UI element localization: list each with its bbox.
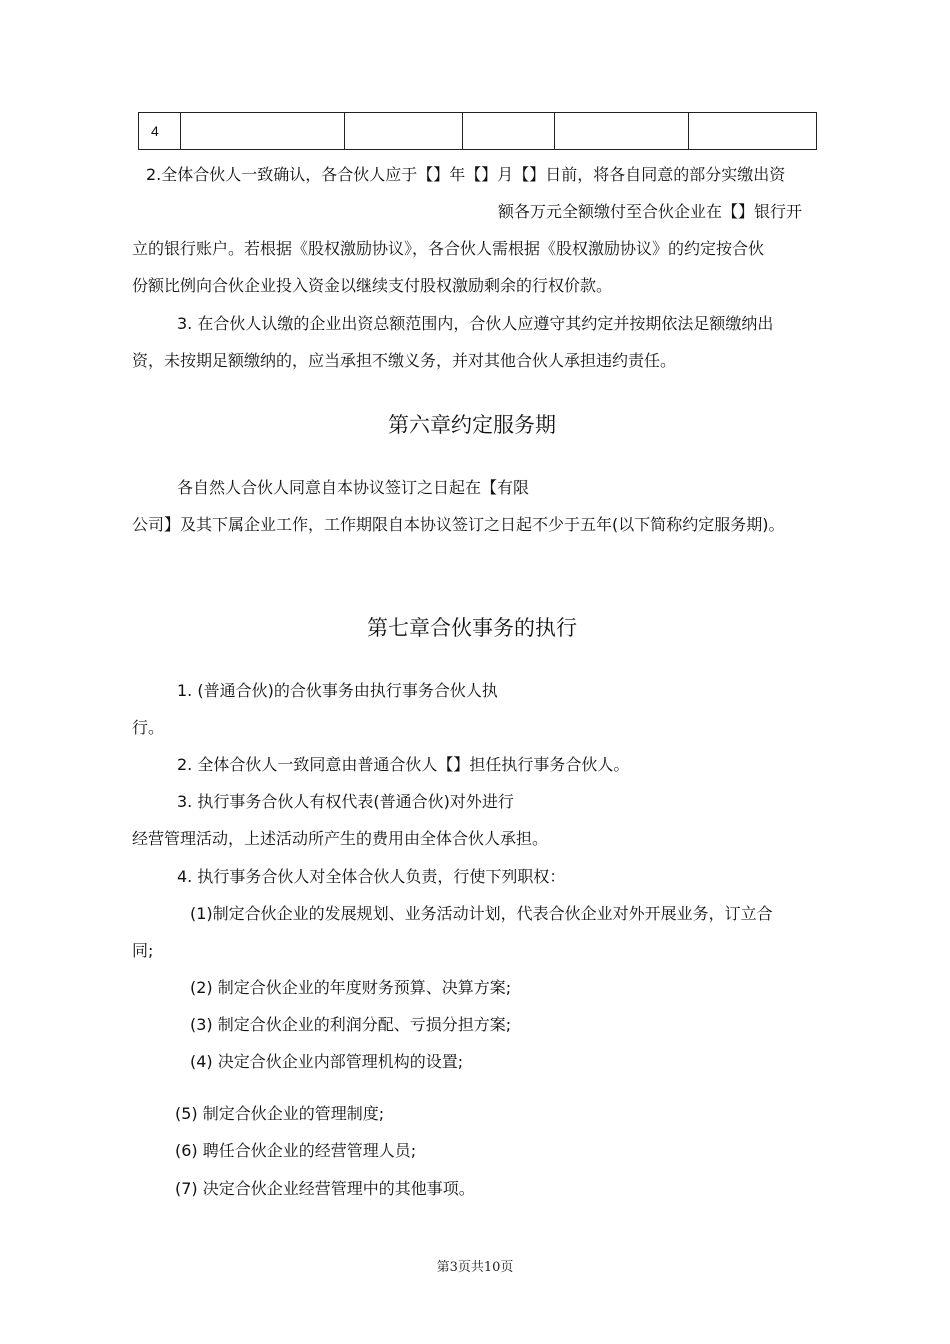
- item-4: 4. 执行事务合伙人对全体合伙人负责，行使下列职权：: [177, 867, 566, 886]
- page-footer: 第3页共10页: [436, 1260, 514, 1275]
- sub-item-7: (7) 决定合伙企业经营管理中的其他事项。: [175, 1179, 475, 1198]
- paragraph-3-line-2: 资，未按期足额缴纳的，应当承担不缴义务，并对其他合伙人承担违约责任。: [132, 351, 677, 370]
- table-cell: [689, 113, 817, 150]
- sub-item-1-line-2: 同;: [132, 941, 154, 960]
- item-2: 2. 全体合伙人一致同意由普通合伙人【】担任执行事务合伙人。: [177, 755, 630, 774]
- table-cell: [345, 113, 463, 150]
- item-3-line-1: 3. 执行事务合伙人有权代表(普通合伙)对外进行: [177, 792, 514, 811]
- sub-item-5: (5) 制定合伙企业的管理制度;: [175, 1104, 385, 1123]
- paragraph-2-line-1: 2.全体合伙人一致确认，各合伙人应于【】年【】月【】日前，将各自同意的部分实缴出资: [146, 165, 786, 184]
- chapter-6-line-1: 各自然人合伙人同意自本协议签订之日起在【有限: [177, 478, 530, 497]
- table-cell: 4: [139, 113, 181, 150]
- paragraph-2-line-2: 额各万元全额缴付至合伙企业在【】银行开: [498, 202, 803, 221]
- sub-item-4: (4) 决定合伙企业内部管理机构的设置;: [190, 1052, 464, 1071]
- table-row: [139, 113, 817, 150]
- paragraph-3-line-1: 3. 在合伙人认缴的企业出资总额范围内，合伙人应遵守其约定并按期依法足额缴纳出: [177, 314, 774, 333]
- chapter-7-title: 第七章合伙事务的执行: [367, 616, 577, 640]
- item-1-line-2: 行。: [132, 718, 165, 737]
- sub-item-1-line-1: (1)制定合伙企业的发展规划、业务活动计划，代表合伙企业对外开展业务，订立合: [190, 904, 773, 923]
- contribution-table: [138, 112, 817, 150]
- sub-item-2: (2) 制定合伙企业的年度财务预算、决算方案;: [190, 978, 512, 997]
- paragraph-2-line-4: 份额比例向合伙企业投入资金以继续支付股权激励剩余的行权价款。: [132, 276, 613, 295]
- table-cell: [555, 113, 689, 150]
- item-1-line-1: 1. (普通合伙)的合伙事务由执行事务合伙人执: [177, 681, 498, 700]
- sub-item-3: (3) 制定合伙企业的利润分配、亏损分担方案;: [190, 1015, 512, 1034]
- chapter-6-title: 第六章约定服务期: [388, 413, 556, 437]
- table-cell: [463, 113, 555, 150]
- table-cell: [181, 113, 345, 150]
- chapter-6-line-2: 公司】及其下属企业工作，工作期限自本协议签订之日起不少于五年(以下简称约定服务期)。: [132, 515, 785, 534]
- sub-item-6: (6) 聘任合伙企业的经营管理人员;: [175, 1141, 417, 1160]
- item-3-line-2: 经营管理活动，上述活动所产生的费用由全体合伙人承担。: [132, 829, 549, 848]
- paragraph-2-line-3: 立的银行账户。若根据《股权激励协议》，各合伙人需根据《股权激励协议》的约定按合伙: [132, 239, 765, 258]
